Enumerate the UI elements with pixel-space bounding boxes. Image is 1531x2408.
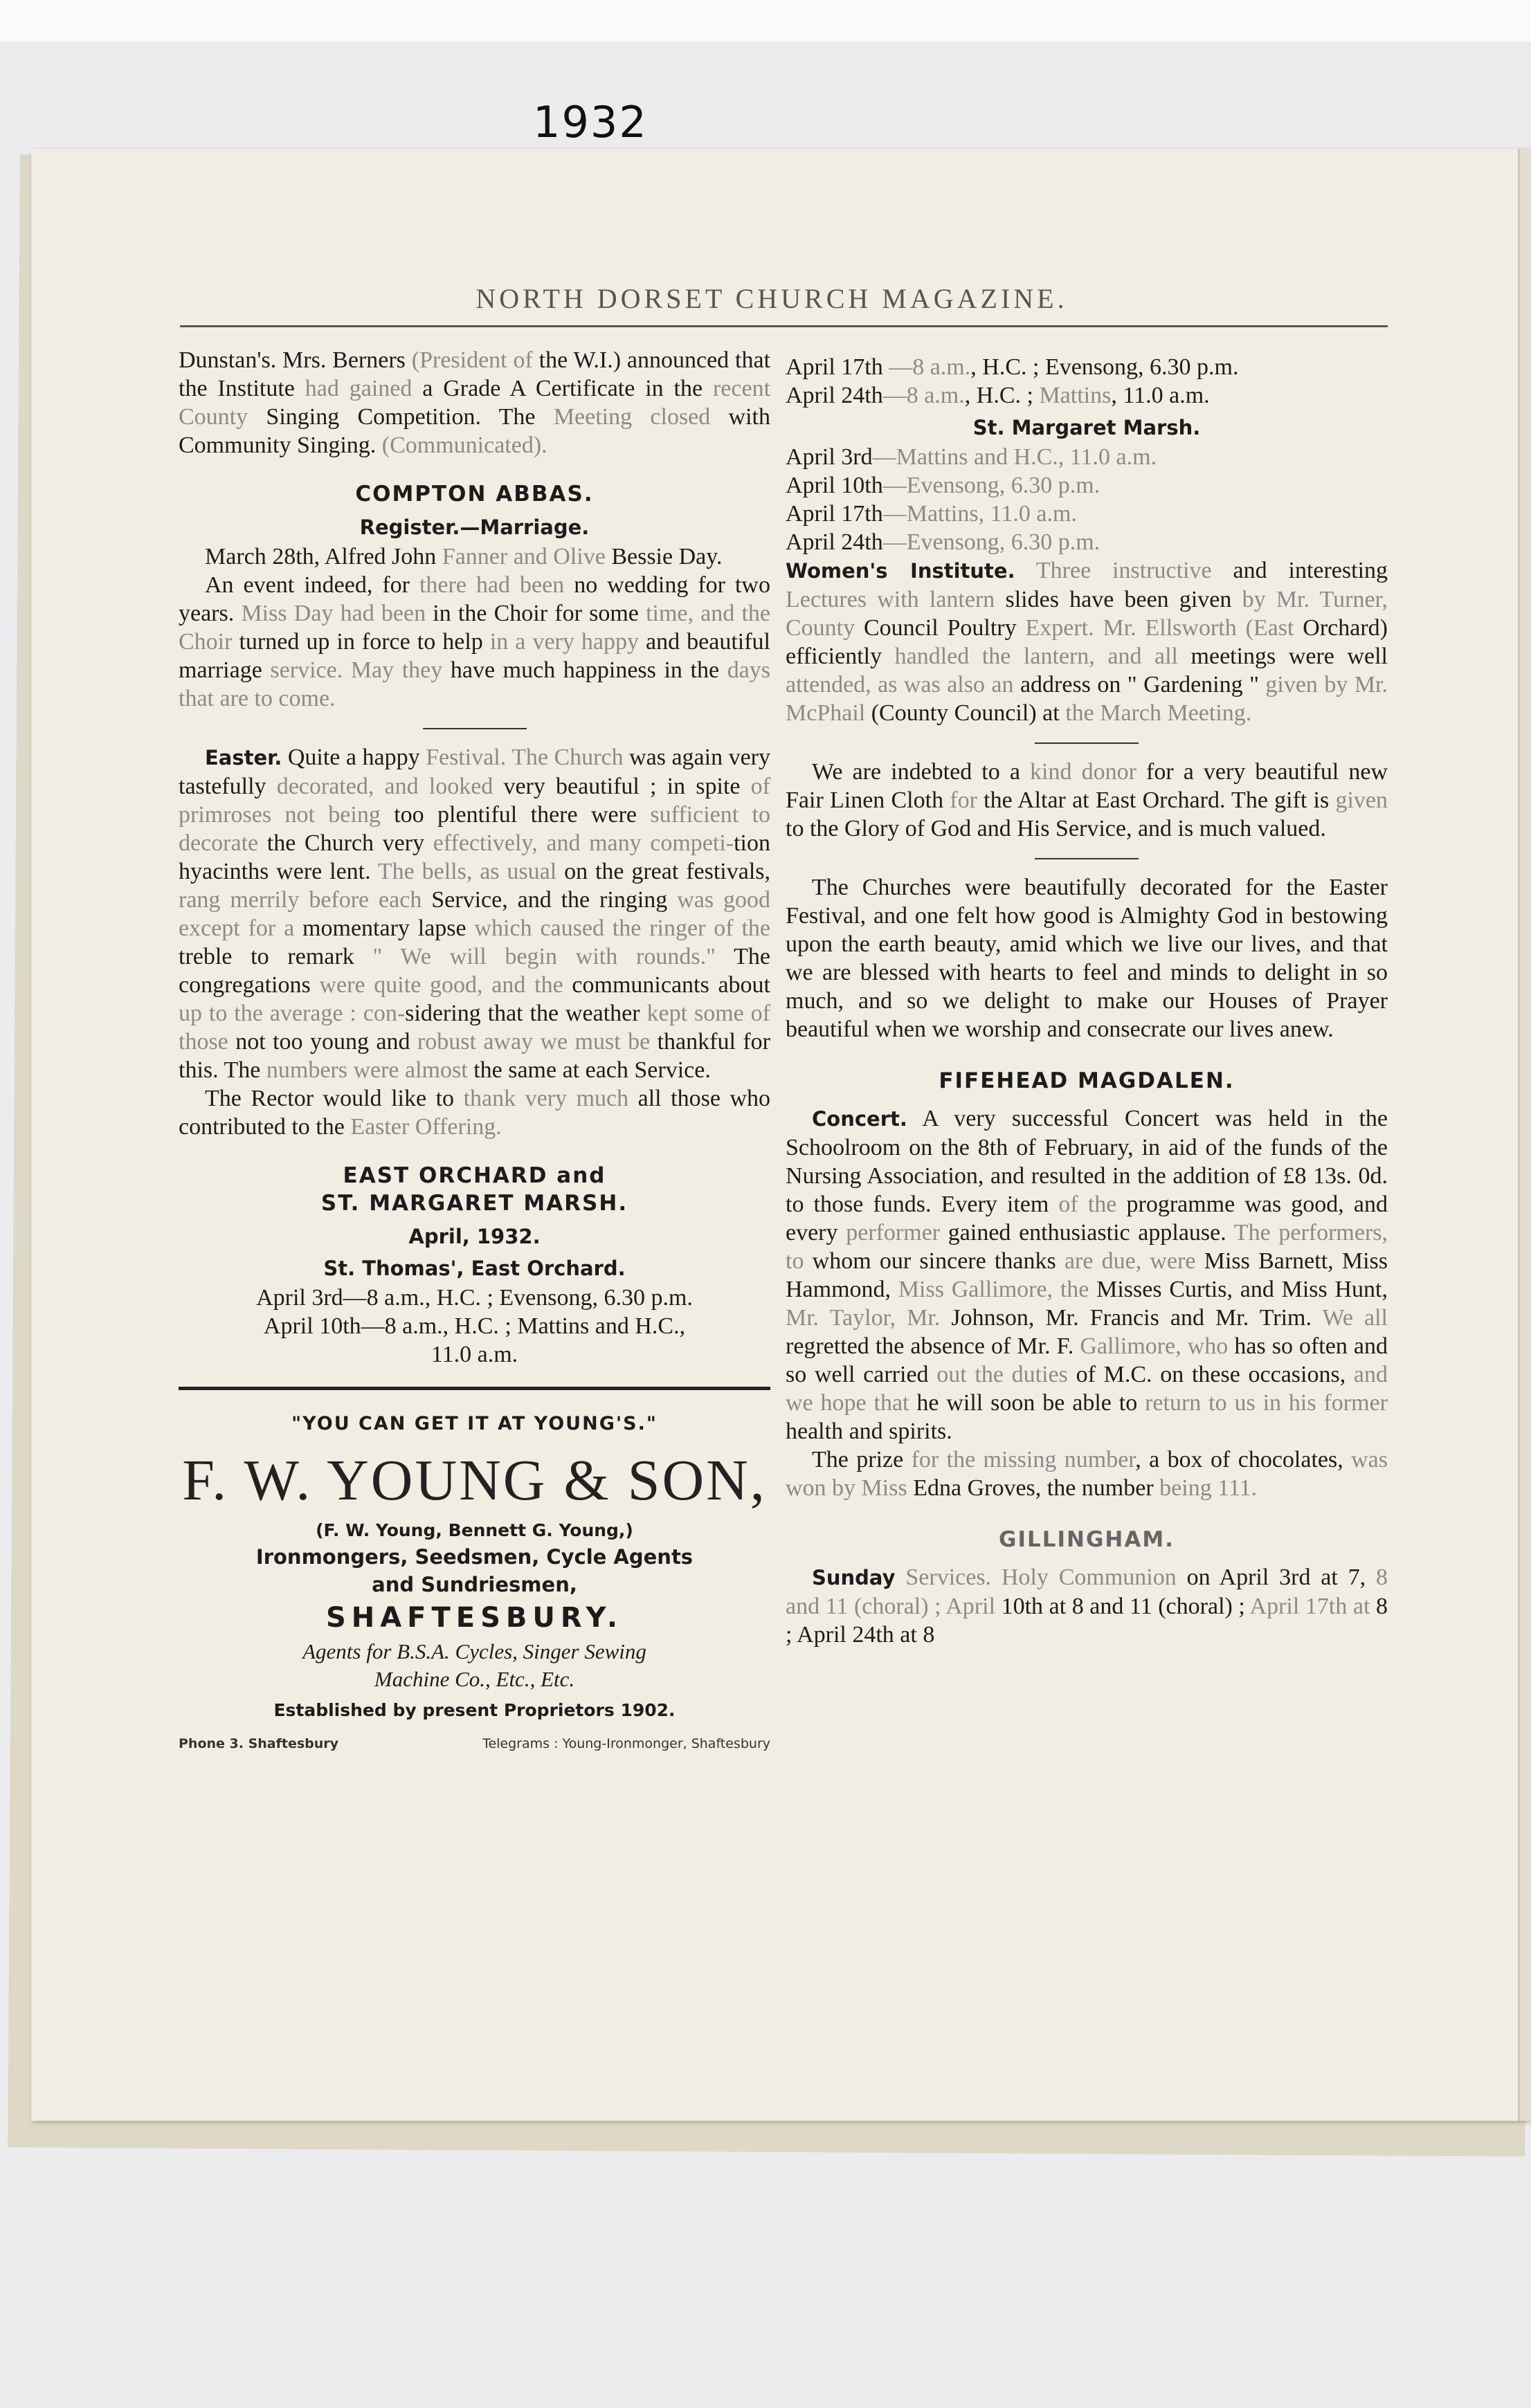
text-run: Singing Competition. The — [248, 404, 554, 430]
gillingham-title: GILLINGHAM. — [999, 1527, 1175, 1552]
text-run: health and spirits. — [786, 1419, 952, 1444]
text-run: (County Council) at — [865, 700, 1066, 726]
faded-text: (President of — [411, 347, 533, 373]
text-run: Edna Groves, the number — [907, 1475, 1160, 1501]
text-run: April 24th — [786, 383, 883, 408]
faded-text: Lectures with lantern — [786, 587, 995, 612]
page-edge — [1518, 149, 1531, 2121]
wi-text — [786, 558, 1388, 726]
text-run: and interesting — [1211, 558, 1388, 583]
faded-text: " We will begin with rounds." — [372, 944, 716, 969]
divider — [423, 728, 527, 729]
faded-text: the March Meeting. — [1065, 700, 1252, 726]
text-run: An event indeed, for — [205, 572, 419, 598]
text-run: Bessie Day. — [605, 544, 723, 569]
faded-text: decorated, and looked — [276, 774, 493, 799]
faded-text: thank very much — [463, 1086, 629, 1111]
header-rule — [180, 325, 1388, 327]
divider — [1035, 742, 1139, 744]
faded-text: was good except for a — [179, 887, 770, 941]
text-run: , 11.0 a.m. — [1111, 383, 1210, 408]
faded-text: Services. Holy Communion — [905, 1565, 1177, 1590]
advert-trades: Ironmongers, Seedsmen, Cycle Agents — [255, 1545, 694, 1569]
wedding-paragraph — [179, 571, 770, 713]
text-run: has so often and so well carried — [786, 1333, 1388, 1387]
service-line — [786, 381, 1388, 410]
faded-text: —Evensong, 6.30 p.m. — [882, 529, 1100, 555]
advert-phone: Phone 3. Shaftesbury — [179, 1736, 339, 1751]
text-run: the same at each Service. — [467, 1057, 711, 1083]
advert-slogan: "YOU CAN GET IT AT YOUNG'S." — [291, 1413, 658, 1434]
faded-text: by Mr. Turner, County — [786, 587, 1388, 641]
text-run: have much happiness in the — [442, 657, 727, 683]
text-run: with Community Singing. — [179, 404, 770, 458]
faded-text: Miss Gallimore, the — [898, 1277, 1089, 1302]
faded-text: for the missing number — [911, 1447, 1136, 1472]
st-margaret-heading: St. Margaret Marsh. — [972, 416, 1201, 439]
text-run: not too young and — [228, 1029, 417, 1055]
text-run: , H.C. ; Evensong, 6.30 p.m. — [970, 354, 1239, 380]
text-run: , a box of chocolates, — [1135, 1447, 1352, 1472]
fifehead-title: FIFEHEAD MAGDALEN. — [939, 1068, 1235, 1093]
text-run: treble to remark — [179, 944, 373, 969]
dunstan-paragraph — [179, 346, 770, 459]
easter-paragraph — [179, 743, 770, 1084]
text-run: Misses Curtis, and Miss Hunt, — [1089, 1277, 1388, 1302]
gillingham-paragraph — [786, 1563, 1388, 1649]
text-run: programme was good, and every — [786, 1192, 1388, 1246]
text-run: he will soon be able to — [909, 1390, 1145, 1416]
faded-text: The bells, as usual — [377, 859, 557, 884]
text-run: no wedding for two years. — [179, 572, 770, 626]
faded-text: April 17th at — [1249, 1594, 1370, 1619]
text-run: tion hyacinths were lent. — [179, 830, 770, 884]
text-run: Quite a happy — [282, 745, 426, 770]
sunday-lead: Sunday — [812, 1566, 896, 1589]
text-run: of M.C. on these occasions, — [1067, 1362, 1354, 1387]
text-run: very beautiful ; in spite — [493, 774, 751, 799]
service-line: April 3rd—8 a.m., H.C. ; Evensong, 6.30 p.m. — [256, 1285, 693, 1311]
faded-text: had gained — [305, 376, 413, 401]
churches-paragraph: The Churches were beautifully decorated for the Easter Festival, and one felt how good is Almighty God in bestowing upon the earth beauty, amid which we live our lives, and that we are blessed with hearts to feel and minds to delight in so much, and so we delight to make our Houses of Prayer beautiful when we worship and consecrate our lives anew. — [786, 875, 1388, 1042]
text-run: The congregations — [179, 944, 770, 998]
advert-town: SHAFTESBURY. — [325, 1602, 624, 1634]
faded-text: Miss Day had been — [241, 601, 426, 626]
easter-text — [179, 745, 770, 1083]
faded-text: handled the lantern, and all — [894, 644, 1178, 669]
faded-text: —8 a.m. — [889, 354, 971, 380]
wi-paragraph — [786, 556, 1388, 727]
faded-text: were quite good, and the — [319, 972, 563, 998]
text-run: thankful for this. The — [179, 1029, 770, 1083]
advert-agents: Agents for B.S.A. Cycles, Singer Sewing — [302, 1639, 646, 1663]
text-run: address on " Gardening " — [1013, 672, 1266, 697]
text-run: on April 3rd at 7, — [1176, 1565, 1377, 1590]
wi-lead: Women's Institute. — [786, 559, 1015, 583]
faded-text: service. May they — [270, 657, 443, 683]
text-run: The prize — [812, 1447, 912, 1472]
advert-partners: (F. W. Young, Bennett G. Young,) — [316, 1520, 633, 1540]
faded-text: (Communicated). — [381, 432, 547, 458]
text-run: too plentiful there were — [380, 802, 651, 828]
faded-text: return to us in his former — [1145, 1390, 1388, 1416]
text-run: 8 ; April 24th at 8 — [786, 1594, 1388, 1648]
text-run: the Altar at East Orchard. The gift is — [977, 787, 1336, 813]
faded-text: given by Mr. McPhail — [786, 672, 1388, 726]
text-run: to the Glory of God and His Service, and is much valued. — [786, 816, 1326, 841]
faded-text: Three instructive — [1035, 558, 1212, 583]
text-run: Orchard) efficiently — [786, 615, 1388, 669]
faded-text: up to the average : con- — [179, 1001, 406, 1026]
faded-text: kind donor — [1030, 759, 1136, 785]
service-line — [786, 353, 1388, 381]
text-run — [896, 1565, 906, 1590]
text-run: A very successful Concert was held in the Schoolroom on the 8th of February, in aid of the funds of the Nursing Association, and resulted in the addition of £8 13s. 0d. to those funds. Every item — [786, 1106, 1388, 1217]
st-thomas-heading: St. Thomas', East Orchard. — [323, 1257, 626, 1280]
magazine-header: NORTH DORSET CHURCH MAGAZINE. — [475, 283, 1068, 314]
text-run: gained enthusiastic applause. — [940, 1220, 1234, 1246]
faded-text: attended, as was also an — [786, 672, 1014, 697]
faded-text: of the — [1058, 1192, 1117, 1217]
text-run: all those who contributed to the — [179, 1086, 770, 1140]
text-run: Service, and the ringing — [422, 887, 678, 913]
register-heading: Register.—Marriage. — [359, 516, 590, 539]
scan-background — [0, 0, 1531, 42]
rector-paragraph — [179, 1084, 770, 1141]
faded-text: Festival. The Church — [426, 745, 624, 770]
east-orchard-title: EAST ORCHARD and — [343, 1163, 606, 1188]
marriage-entry — [179, 542, 770, 571]
faded-text: Fanner and Olive — [442, 544, 606, 569]
advert-trades: and Sundriesmen, — [372, 1573, 577, 1596]
concert-paragraph — [786, 1104, 1388, 1445]
concert-lead: Concert. — [812, 1107, 907, 1131]
faded-text: out the duties — [936, 1362, 1068, 1387]
text-run: meetings were well — [1177, 644, 1388, 669]
advert-contact — [179, 1730, 770, 1758]
faded-text: effectively, and many competi- — [433, 830, 734, 856]
service-line: 11.0 a.m. — [431, 1342, 518, 1367]
text-run: Miss Barnett, Miss Hammond, — [786, 1248, 1388, 1302]
faded-text: performer — [846, 1220, 941, 1246]
faded-text: Gallimore, who — [1080, 1333, 1229, 1359]
st-margaret-marsh-title: ST. MARGARET MARSH. — [320, 1191, 628, 1216]
faded-text: being 111. — [1159, 1475, 1258, 1501]
services-list — [786, 353, 1388, 410]
young-advert — [179, 1410, 770, 1758]
concert-text — [786, 1106, 1388, 1444]
right-column — [786, 353, 1388, 1649]
faded-text: rang merrily before each — [179, 887, 422, 913]
faded-text: Meeting closed — [553, 404, 711, 430]
faded-text: of primroses not being — [179, 774, 770, 828]
linen-paragraph — [786, 758, 1388, 843]
faded-text: —Mattins and H.C., 11.0 a.m. — [872, 444, 1157, 470]
text-run: April 3rd — [786, 444, 873, 470]
faded-text: kept some of those — [179, 1001, 770, 1055]
text-run: , H.C. ; — [964, 383, 1040, 408]
text-run: The Rector would like to — [205, 1086, 464, 1111]
divider — [1035, 858, 1139, 859]
faded-text: The performers, to — [786, 1220, 1388, 1274]
faded-text: Mr. Taylor, Mr. — [786, 1305, 941, 1331]
advert-business-name: F. W. YOUNG & SON, — [182, 1448, 767, 1513]
service-line — [786, 528, 1388, 556]
advert-agents: Machine Co., Etc., Etc. — [374, 1667, 575, 1691]
faded-text: —Mattins, 11.0 a.m. — [882, 501, 1077, 527]
faded-text: and we hope that — [786, 1362, 1388, 1416]
month-heading: April, 1932. — [408, 1225, 541, 1248]
text-run: April 17th — [786, 354, 889, 380]
text-run: the Church very — [258, 830, 433, 856]
faded-text: sufficient to decorate — [179, 802, 770, 856]
text-run: slides have been given — [995, 587, 1242, 612]
advert-telegrams: Telegrams : Young-Ironmonger, Shaftesbury — [482, 1736, 770, 1751]
text-run — [1015, 558, 1036, 583]
faded-text: Easter Offering. — [350, 1114, 502, 1140]
faded-text: given — [1335, 787, 1388, 813]
faded-text: which caused the ringer of the — [474, 915, 770, 941]
text-run: and beautiful marriage — [179, 629, 770, 683]
service-line — [786, 471, 1388, 500]
faded-text: Expert. Mr. Ellsworth (East — [1025, 615, 1294, 641]
text-run: momentary lapse — [294, 915, 475, 941]
faded-text: for — [950, 787, 977, 813]
text-run: regretted the absence of Mr. F. — [786, 1333, 1080, 1359]
services-list — [786, 443, 1388, 556]
service-line — [786, 500, 1388, 528]
advert-rule — [179, 1387, 770, 1390]
service-line — [786, 443, 1388, 471]
compton-abbas-title: COMPTON ABBAS. — [355, 482, 594, 507]
text-run: in the Choir for some — [426, 601, 646, 626]
faded-text: 8 and 11 (choral) ; April — [786, 1565, 1388, 1619]
easter-lead: Easter. — [205, 746, 282, 769]
faded-text: days that are to come. — [179, 657, 771, 711]
text-run: April 24th — [786, 529, 883, 555]
text-run: communicants about — [563, 972, 771, 998]
faded-text: time, and the Choir — [179, 601, 771, 655]
text-run: turned up in force to help — [232, 629, 490, 655]
advert-established: Established by present Proprietors 1902. — [273, 1700, 676, 1720]
text-run: Council Poultry — [855, 615, 1026, 641]
text-run: March 28th, Alfred John — [205, 544, 442, 569]
text-run: April 17th — [786, 501, 883, 527]
text-run: We are indebted to a — [812, 759, 1031, 785]
faded-text: recent County — [179, 376, 771, 430]
faded-text: robust away we must be — [417, 1029, 651, 1055]
faded-text: in a very happy — [489, 629, 639, 655]
faded-text: —Evensong, 6.30 p.m. — [882, 473, 1100, 498]
faded-text: We all — [1322, 1305, 1388, 1331]
text-run: April 10th — [786, 473, 883, 498]
text-run: whom our sincere thanks — [804, 1248, 1065, 1274]
text-run: Johnson, Mr. Francis and Mr. Trim. — [940, 1305, 1323, 1331]
text-run: for a very beautiful new Fair Linen Cloth — [786, 759, 1388, 813]
faded-text: numbers were almost — [266, 1057, 468, 1083]
faded-text: Mattins — [1039, 383, 1112, 408]
faded-text: there had been — [419, 572, 565, 598]
service-line: April 10th—8 a.m., H.C. ; Mattins and H.C., — [263, 1313, 686, 1339]
text-run: a Grade A Certificate in the — [412, 376, 713, 401]
text-run: on the great festivals, — [556, 859, 770, 884]
text-run: 10th at 8 and 11 (choral) ; — [995, 1594, 1250, 1619]
faded-text: are due, were — [1064, 1248, 1196, 1274]
text-run: the W.I.) announced that the Institute — [179, 347, 771, 401]
faded-text: —8 a.m. — [882, 383, 965, 408]
handwritten-year: 1932 — [533, 97, 648, 147]
left-column — [179, 346, 770, 1758]
text-run: was again very tastefully — [179, 745, 770, 799]
prize-paragraph — [786, 1445, 1388, 1502]
text-run: sidering that the weather — [405, 1001, 647, 1026]
faded-text: was won by Miss — [786, 1447, 1388, 1501]
text-run: Dunstan's. Mrs. Berners — [179, 347, 412, 373]
